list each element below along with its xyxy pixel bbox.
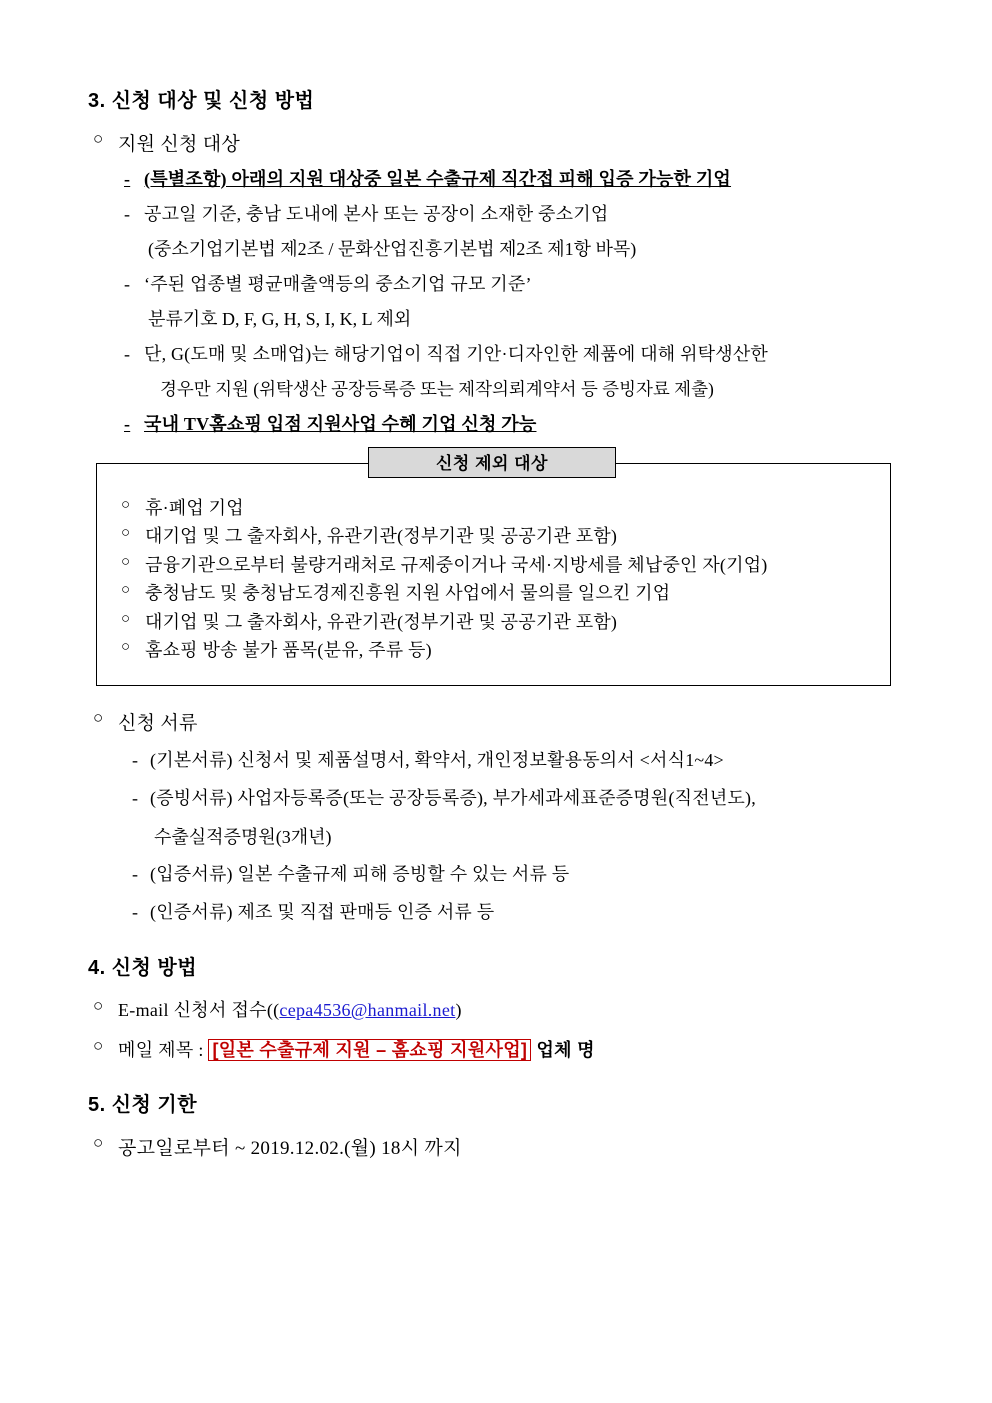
- target-item-location: [88, 201, 918, 227]
- deadline-text: 공고일로부터 ~ 2019.12.02.(월) 18시 까지: [118, 1138, 462, 1160]
- exclusion-item-text: 대기업 및 그 출자회사, 유관기관(정부기관 및 공공기관 포함): [145, 526, 618, 547]
- exclusion-box: [96, 463, 891, 686]
- section-5-heading: 5. 신청 기한: [88, 1094, 198, 1117]
- email-suffix-text: ): [455, 1000, 462, 1021]
- target-item-special-text: (특별조항) 아래의 지원 대상중 일본 수출규제 직간접 피해 입증 가능한 기업: [144, 169, 732, 189]
- target-item-wholesale-text: 단, G(도매 및 소매업)는 해당기업이 직접 기안·디자인한 제품에 대해 위탁생산한: [144, 344, 769, 365]
- document-item-certification: [88, 899, 918, 925]
- section-3-heading: 3. 신청 대상 및 신청 방법: [88, 90, 315, 112]
- target-class-codes: 분류기호 D, F, G, H, S, I, K, L 제외: [148, 309, 412, 330]
- circle-bullet-icon: ○: [93, 996, 104, 1016]
- exclusion-item-text: 휴·폐업 기업: [145, 498, 244, 519]
- exclusion-list: [119, 494, 868, 665]
- list-item: [119, 579, 868, 607]
- target-item-scale: [88, 271, 918, 297]
- target-item-location-text: 공고일 기준, 충남 도내에 본사 또는 공장이 소재한 중소기업: [144, 204, 609, 225]
- dash-bullet-icon: -: [132, 901, 139, 922]
- email-submission-line: [88, 996, 918, 1022]
- document-content: [88, 84, 918, 1170]
- deadline-line: [88, 1133, 918, 1160]
- dash-bullet-icon: -: [132, 749, 139, 770]
- exclusion-item-text: 충청남도 및 충청남도경제진흥원 지원 사업에서 물의를 일으킨 기업: [145, 583, 671, 604]
- circle-bullet-icon: ○: [121, 553, 131, 570]
- document-item-evidence-text: (입증서류) 일본 수출규제 피해 증빙할 수 있는 서류 등: [150, 863, 570, 884]
- email-link[interactable]: cepa4536@hanmail.net: [279, 1000, 456, 1021]
- application-documents-label: 신청 서류: [118, 712, 198, 734]
- target-wholesale-condition: 경우만 지원 (위탁생산 공장등록증 또는 제작의뢰계약서 등 증빙자료 제출): [160, 378, 714, 399]
- list-item: [119, 608, 868, 636]
- mail-subject-line: [88, 1036, 918, 1062]
- circle-bullet-icon: ○: [121, 497, 131, 514]
- dash-bullet-icon: -: [124, 274, 131, 295]
- circle-bullet-icon: ○: [93, 707, 104, 727]
- target-item-special: [88, 166, 918, 192]
- circle-bullet-icon: ○: [93, 1036, 104, 1056]
- document-item-basic-text: (기본서류) 신청서 및 제품설명서, 확약서, 개인정보활용동의서 <서식1~4>: [150, 749, 724, 770]
- exclusion-section: [96, 454, 891, 686]
- exclusion-item-text: 대기업 및 그 출자회사, 유관기관(정부기관 및 공공기관 포함): [145, 611, 618, 632]
- circle-bullet-icon: ○: [121, 525, 131, 542]
- email-prefix-text: E-mail 신청서 접수((: [118, 1000, 280, 1021]
- support-target-label: 지원 신청 대상: [118, 134, 241, 155]
- circle-bullet-icon: ○: [93, 1133, 104, 1153]
- dash-bullet-icon: -: [132, 863, 139, 884]
- target-law-reference: (중소기업기본법 제2조 / 문화산업진흥기본법 제2조 제1항 바목): [148, 239, 637, 260]
- document-item-proof-text: (증빙서류) 사업자등록증(또는 공장등록증), 부가세과세표준증명원(직전년도),: [150, 787, 756, 808]
- dash-bullet-icon: -: [132, 787, 139, 808]
- list-item: [119, 494, 868, 522]
- target-item-tvhomeshopping: [88, 411, 918, 437]
- application-documents-bullet: [88, 708, 918, 735]
- section-4-heading: 4. 신청 방법: [88, 957, 198, 980]
- exclusion-item-text: 홈쇼핑 방송 불가 품목(분유, 주류 등): [145, 640, 432, 661]
- mail-subject-suffix: 업체 명: [531, 1040, 595, 1061]
- document-item-certification-text: (인증서류) 제조 및 직접 판매등 인증 서류 등: [150, 901, 495, 922]
- document-item-evidence: [88, 861, 918, 887]
- circle-bullet-icon: ○: [121, 582, 131, 599]
- circle-bullet-icon: ○: [121, 639, 131, 656]
- list-item: [119, 636, 868, 664]
- mail-subject-highlight: [일본 수출규제 지원 – 홈쇼핑 지원사업]: [208, 1039, 531, 1061]
- target-item-scale-text: ‘주된 업종별 평균매출액등의 중소기업 규모 기준’: [144, 274, 532, 295]
- circle-bullet-icon: ○: [121, 610, 131, 627]
- exclusion-item-text: 금융기관으로부터 불량거래처로 규제중이거나 국세·지방세를 체납중인 자(기업): [145, 554, 768, 575]
- dash-bullet-icon: -: [124, 344, 131, 365]
- list-item: [119, 551, 868, 579]
- document-item-proof: [88, 785, 918, 811]
- list-item: [119, 522, 868, 550]
- target-item-tvhomeshopping-text: 국내 TV홈쇼핑 입점 지원사업 수혜 기업 신청 가능: [144, 413, 537, 434]
- dash-bullet-icon: -: [124, 413, 131, 434]
- target-item-wholesale: [88, 341, 918, 367]
- exclusion-title: 신청 제외 대상: [368, 447, 616, 478]
- mail-subject-prefix: 메일 제목 :: [118, 1040, 209, 1061]
- dash-bullet-icon: -: [124, 204, 131, 225]
- document-item-basic: [88, 747, 918, 773]
- dash-bullet-icon: -: [124, 169, 131, 189]
- circle-bullet-icon: ○: [93, 129, 104, 148]
- document-export-cert: 수출실적증명원(3개년): [154, 826, 332, 847]
- support-target-bullet: [88, 129, 918, 156]
